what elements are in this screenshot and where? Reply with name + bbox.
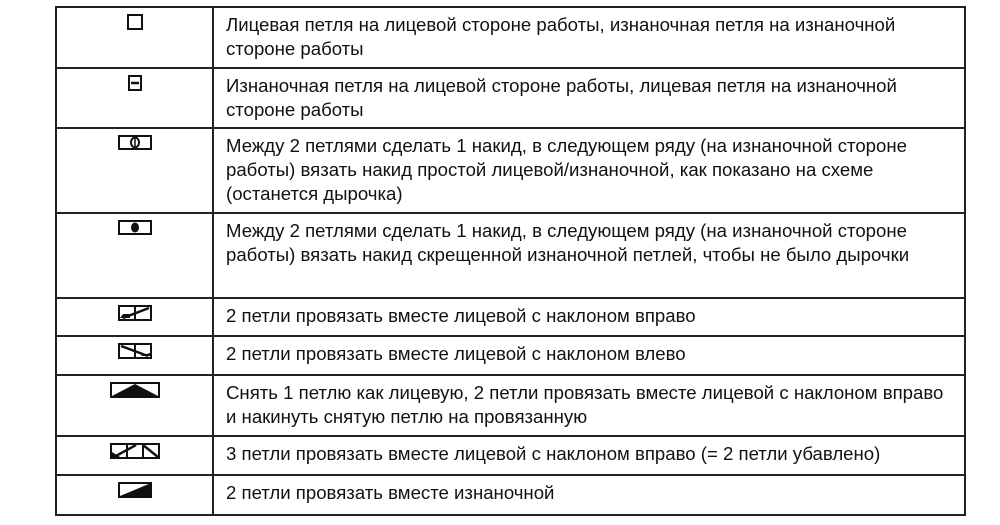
purl-stitch-symbol-icon (128, 75, 142, 91)
legend-row (57, 129, 964, 214)
legend-description: 2 петли провязать вместе изнаночной (226, 482, 555, 503)
legend-description: Между 2 петлями сделать 1 накид, в следующем ряду (на изнаночной стороне работы) вязать накид скрещенной изнаночной петлей, чтобы не было дырочки (226, 220, 910, 265)
symbol-cell (57, 476, 214, 514)
k3tog-symbol-icon (110, 443, 160, 459)
symbol-cell (57, 299, 214, 335)
p2tog-symbol-icon (118, 482, 152, 498)
symbol-cell (57, 437, 214, 474)
symbol-cell (57, 376, 214, 435)
legend-row (57, 476, 964, 514)
legend-row (57, 376, 964, 437)
legend-description: Снять 1 петлю как лицевую, 2 петли провязать вместе лицевой с наклоном вправо и накинуть снятую петлю на провязанную (226, 382, 944, 427)
legend-row (57, 337, 964, 376)
legend-description: Лицевая петля на лицевой стороне работы, изнаночная петля на изнаночной стороне работы (226, 14, 896, 59)
k2tog-left-symbol-icon (118, 343, 152, 359)
k2tog-right-symbol-icon (118, 305, 152, 321)
symbol-cell (57, 214, 214, 297)
legend-row (57, 437, 964, 476)
knit-stitch-symbol-icon (127, 14, 143, 30)
symbol-cell (57, 8, 214, 67)
legend-description: Изнаночная петля на лицевой стороне работы, лицевая петля на изнаночной стороне работы (226, 75, 897, 120)
sk2p-symbol-icon (110, 382, 160, 398)
symbol-cell (57, 129, 214, 212)
yarn-over-twisted-symbol-icon (118, 220, 152, 235)
legend-row (57, 214, 964, 299)
yarn-over-hole-symbol-icon (118, 135, 152, 150)
legend-description: Между 2 петлями сделать 1 накид, в следующем ряду (на изнаночной стороне работы) вязать накид простой лицевой/изнаночной, как показано на схеме (останется дырочка) (226, 135, 907, 204)
symbol-cell (57, 69, 214, 127)
legend-description: 2 петли провязать вместе лицевой с наклоном влево (226, 343, 686, 364)
legend-row (57, 69, 964, 129)
legend-row (57, 299, 964, 337)
knitting-symbol-legend-table (55, 6, 966, 516)
legend-description: 3 петли провязать вместе лицевой с наклоном вправо (= 2 петли убавлено) (226, 443, 881, 464)
symbol-cell (57, 337, 214, 374)
legend-row (57, 8, 964, 69)
legend-description: 2 петли провязать вместе лицевой с наклоном вправо (226, 305, 696, 326)
